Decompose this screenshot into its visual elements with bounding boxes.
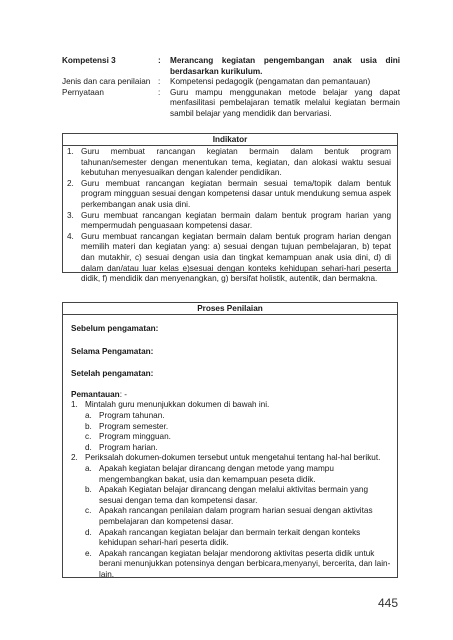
sub-list-2	[71, 464, 391, 581]
sub-number: c.	[85, 432, 92, 442]
sub-number: b.	[85, 421, 92, 431]
pernyataan-value: Guru mampu menggunakan metode belajar yang dapat menfasilitasi pembelajaran tematik melalui kegiatan bermain sambil belajar yang mendidik dan bervariasi.	[170, 87, 400, 118]
selama-label: Selama Pengamatan:	[71, 346, 154, 356]
setelah-label: Setelah pengamatan:	[71, 369, 154, 379]
item-number: 2.	[71, 453, 78, 463]
list-item	[67, 179, 391, 211]
item-text: Guru membuat rancangan kegiatan bermain dalam bentuk program harian yang mempermudah penguasaan kompetensi dasar.	[81, 210, 391, 231]
indikator-title: Indikator	[63, 134, 397, 146]
pemantauan-label	[71, 390, 391, 401]
sub-text: Apakah rancangan kegiatan belajar dan bermain terkait dengan konteks kehidupan sehari-hari peserta didik.	[99, 527, 361, 548]
sub-number: c.	[85, 506, 92, 516]
item-text: Guru membuat rancangan kegiatan bermain dalam bentuk program tahunan/semester dengan menentukan tema, kegiatan, dan alokasi waktu sesuai kebutuhan menyesuaikan dengan kalender pendidikan.	[81, 147, 391, 178]
kompetensi-row	[62, 56, 400, 77]
sub-text: Apakah kegiatan belajar dirancang dengan metode yang mampu mengembangkan bakat, usia dan kemampuan peseta didik.	[99, 463, 334, 484]
proses-box	[62, 302, 398, 578]
sub-text: Apakah rancangan kegiatan belajar mendorong aktivitas peserta didik untuk berani menunjukkan potensinya dengan berbicara,menyanyi, bercerita, dan lain-lain.	[99, 548, 391, 579]
jenis-value: Kompetensi pedagogik (pengamatan dan pemantauan)	[170, 77, 371, 87]
sub-text: Apakah rancangan penilaian dalam program harian sesuai dengan aktivitas pembelajaran dan kompetensi dasar.	[99, 506, 373, 526]
pemantauan-suffix: : -	[119, 389, 127, 399]
proses-content	[63, 315, 397, 580]
sebelum-label: Sebelum pengamatan:	[71, 324, 159, 333]
sub-number: e.	[85, 548, 92, 558]
item-number: 4.	[67, 231, 74, 241]
indikator-list	[63, 146, 397, 285]
sub-item	[85, 422, 391, 433]
indikator-box	[62, 133, 398, 284]
jenis-label: Jenis dan cara penilaian	[62, 77, 151, 87]
colon: :	[158, 77, 161, 87]
item-text: Mintalah guru menunjukkan dokumen di bawah ini.	[85, 400, 270, 410]
sub-list-1	[71, 411, 391, 453]
pernyataan-label: Pernyataan	[62, 87, 104, 97]
item-text: Periksalah dokumen-dokumen tersebut untuk mengetahui tentang hal-hal berikut.	[85, 453, 381, 463]
sub-item	[85, 549, 391, 581]
item-number: 3.	[67, 210, 74, 220]
sub-text: Program tahunan.	[99, 410, 165, 420]
sub-text: Program mingguan.	[99, 432, 171, 442]
list-item	[67, 232, 391, 285]
sub-item	[85, 411, 391, 422]
pernyataan-row	[62, 88, 400, 120]
sub-item	[85, 464, 391, 485]
sub-item	[85, 443, 391, 454]
sub-number: a.	[85, 410, 92, 420]
kompetensi-value: Merancang kegiatan pengembangan anak usia dini berdasarkan kurikulum.	[170, 56, 400, 76]
sub-number: a.	[85, 463, 92, 473]
kompetensi-label: Kompetensi 3	[62, 56, 116, 65]
item-number: 1.	[71, 400, 78, 410]
proses-title: Proses Penilaian	[63, 303, 397, 315]
colon: :	[158, 56, 161, 65]
jenis-row	[62, 77, 400, 88]
item-number: 1.	[67, 147, 74, 156]
pemantauan-item-2	[71, 453, 391, 464]
sub-text: Apakah Kegiatan belajar dirancang dengan melalui aktivitas bermain yang sesuai dengan tema dan kompetensi dasar.	[99, 485, 368, 505]
item-text: Guru membuat rancangan kegiatan bermain sesuai tema/topik dalam bentuk program mingguan sesuai dengan kompetensi dasar untuk mendukung semua aspek perkembangan anak usia dini.	[81, 178, 391, 209]
item-text: Guru membuat rancangan kegiatan bermain dalam bentuk program harian dengan memilih materi dan kegiatan yang: a) sesuai dengan tujuan pembelajaran, b) tepat dan mutakhir, c) sesuai dengan usia dan tingkat kemampuan anak usia dini, d) di dalam dan/atau luar kelas e)sesuai dengan konteks kehidupan sehari-hari peserta didik, f) mendidik dan menyenangkan, g) bersifat holistik, autentik, dan bermakna.	[81, 231, 391, 284]
sub-number: d.	[85, 527, 92, 537]
sub-text: Program semester.	[99, 421, 169, 431]
sub-text: Program harian.	[99, 442, 158, 452]
item-number: 2.	[67, 178, 74, 188]
list-item	[67, 211, 391, 232]
page-number: 445	[378, 596, 399, 610]
sub-item	[85, 432, 391, 443]
colon: :	[158, 87, 161, 97]
sub-number: d.	[85, 442, 92, 452]
sub-item	[85, 485, 391, 506]
pemantauan-title: Pemantauan	[71, 389, 120, 399]
sub-item	[85, 506, 391, 527]
header-meta	[62, 56, 400, 120]
list-item	[67, 147, 391, 179]
pemantauan-item-1	[71, 400, 391, 411]
sub-number: b.	[85, 485, 92, 495]
sub-item	[85, 528, 391, 549]
